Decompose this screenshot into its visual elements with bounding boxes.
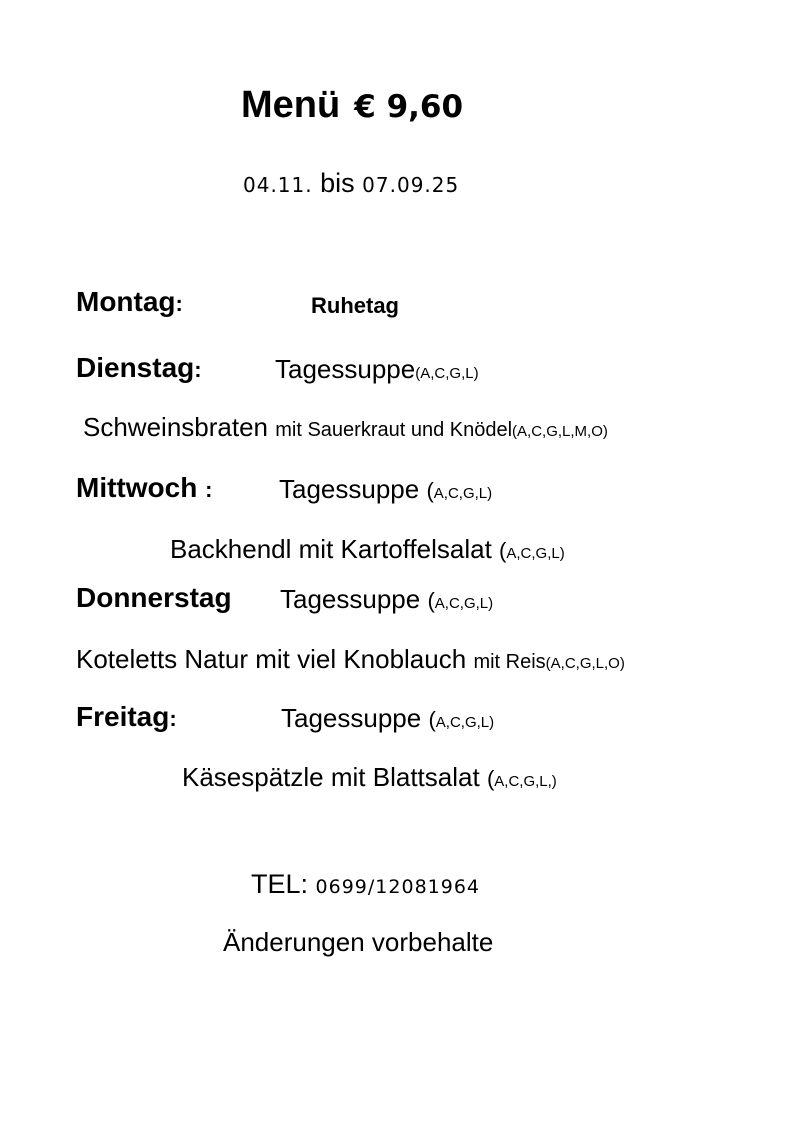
soup-paren: ( [427, 588, 435, 613]
soup-name: Tagessuppe [279, 474, 420, 504]
menu-title [241, 86, 463, 124]
soup-paren: ( [426, 478, 434, 503]
day-mittwoch [76, 474, 212, 502]
day-name: Freitag [76, 701, 170, 732]
day-donnerstag [76, 584, 232, 612]
day-colon: : [205, 477, 213, 502]
main-name: Käsespätzle mit Blattsalat [182, 762, 480, 792]
mittwoch-soup [279, 476, 492, 502]
day-name: Donnerstag [76, 582, 232, 613]
tel-number: 0699/12081964 [315, 876, 481, 898]
day-dienstag [76, 354, 202, 382]
disclaimer: Änderungen vorbehalte [223, 927, 494, 957]
day-colon: : [194, 357, 202, 382]
day-name: Dienstag [76, 352, 195, 383]
soup-name: Tagessuppe [275, 354, 416, 384]
date-to: 07.09.25 [362, 173, 460, 197]
day-montag [76, 288, 183, 316]
title-text: Menü [241, 84, 341, 126]
menu-price: € 9,60 [354, 89, 464, 125]
main-allergens: (A,C,G,L,O) [545, 655, 625, 672]
date-separator: bis [320, 168, 355, 198]
main-name: Koteletts Natur mit viel Knoblauch [76, 644, 467, 674]
main-name: Schweinsbraten [83, 412, 268, 442]
freitag-main [182, 764, 557, 790]
main-name: Backhendl mit Kartoffelsalat [170, 534, 492, 564]
day-name: Mittwoch [76, 472, 198, 503]
date-from: 04.11. [243, 173, 313, 197]
montag-note: Ruhetag [311, 293, 399, 318]
soup-allergens: (A,C,G,L) [415, 365, 479, 382]
date-range [243, 170, 459, 197]
mittwoch-main [170, 536, 565, 562]
day-name: Montag [76, 286, 176, 317]
donnerstag-main [76, 646, 625, 672]
soup-allergens: A,C,G,L) [435, 714, 495, 731]
tel-label: TEL: [251, 869, 309, 899]
soup-paren: ( [428, 707, 436, 732]
main-allergens: A,C,G,L) [506, 545, 565, 562]
dienstag-main [83, 414, 608, 440]
donnerstag-soup [280, 586, 493, 612]
day-freitag [76, 703, 177, 731]
main-detail: mit Reis [473, 651, 546, 673]
day-colon: : [175, 291, 183, 316]
day-colon: : [169, 706, 177, 731]
main-paren: ( [499, 538, 507, 563]
soup-allergens: A,C,G,L) [433, 485, 493, 502]
main-allergens: (A,C,G,L,M,O) [512, 423, 608, 440]
telephone [251, 871, 480, 898]
soup-name: Tagessuppe [280, 584, 421, 614]
main-allergens: A,C,G,L,) [494, 773, 557, 790]
freitag-soup [281, 705, 494, 731]
soup-allergens: A,C,G,L) [434, 595, 494, 612]
main-detail: mit Sauerkraut und Knödel [275, 419, 513, 441]
main-paren: ( [486, 766, 495, 791]
dienstag-soup [275, 356, 479, 382]
soup-name: Tagessuppe [281, 703, 422, 733]
